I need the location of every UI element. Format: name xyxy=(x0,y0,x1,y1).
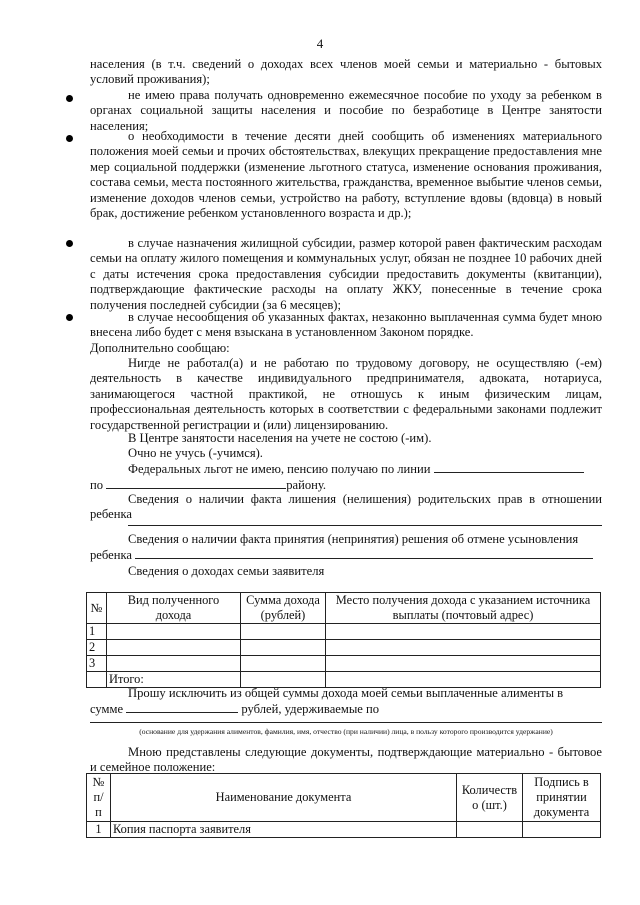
deprivation-line-field[interactable] xyxy=(128,525,602,526)
table-cell[interactable] xyxy=(241,656,326,672)
adoption-line-field[interactable] xyxy=(135,547,593,559)
adoption-statement: Сведения о наличии факта принятия (непринятия) решения об отмене усыновления ребенка xyxy=(90,532,602,564)
documents-intro: Мною представлены следующие документы, подтверждающие материально - бытовое и семейное положение: xyxy=(90,745,602,775)
alimony-amount-field[interactable] xyxy=(126,701,238,713)
table-cell[interactable] xyxy=(326,640,601,656)
income-header-type: Вид полученного дохода xyxy=(107,593,241,624)
bullet-item: в случае несообщения об указанных фактах, незаконно выплаченная сумма будет мною внесена либо будет с меня взыскана в установленном Законом порядке. xyxy=(90,310,602,340)
table-cell[interactable] xyxy=(107,656,241,672)
table-cell[interactable] xyxy=(457,822,523,838)
alimony-basis-field[interactable] xyxy=(90,722,602,723)
table-cell[interactable] xyxy=(107,640,241,656)
document-row-num: 1 xyxy=(87,822,111,838)
income-table xyxy=(86,592,601,688)
benefits-statement: Федеральных льгот не имею, пенсию получаю по линии по району. xyxy=(90,461,602,494)
bullet-item: о необходимости в течение десяти дней сообщить об изменениях материального положения моей семьи и прочих обстоятельствах, влекущих прекращение предоставления мне мер социальной поддержки (изменение льготного статуса, изменение основания проживания, состава семьи, места постоянного жительства, гражданства, временное выбытие членов семьи, изменение доходов членов семьи, устройство на работу, вступление вдовы (вдовца) в новый брак, достижение ребенком установленного возраста и др.); xyxy=(90,129,602,221)
income-header-source: Место получения дохода с указанием источника выплаты (почтовый адрес) xyxy=(326,593,601,624)
bullet-icon xyxy=(66,95,73,102)
document-row-name: Копия паспорта заявителя xyxy=(111,822,457,838)
pension-line-field[interactable] xyxy=(434,461,584,473)
income-title: Сведения о доходах семьи заявителя xyxy=(128,564,325,578)
table-cell[interactable] xyxy=(241,624,326,640)
additional-info-heading: Дополнительно сообщаю: xyxy=(90,341,230,355)
bullet-icon xyxy=(66,240,73,247)
alimony-note: (основание для удержания алиментов, фамилия, имя, отчество (при наличии) лица, в пользу которого производится удержание) xyxy=(139,727,553,736)
deprivation-statement: Сведения о наличии факта лишения (нелишения) родительских прав в отношении ребенка xyxy=(90,492,602,522)
income-total-label: Итого: xyxy=(107,672,241,688)
table-cell[interactable] xyxy=(107,624,241,640)
table-cell[interactable] xyxy=(326,656,601,672)
bullet-icon xyxy=(66,314,73,321)
documents-table xyxy=(86,773,601,838)
income-header-num: № xyxy=(87,593,107,624)
study-statement: Очно не учусь (-учимся). xyxy=(128,446,263,460)
page-number: 4 xyxy=(316,36,324,51)
documents-header-sign: Подпись в принятии документа xyxy=(523,774,601,822)
income-header-amount: Сумма дохода (рублей) xyxy=(241,593,326,624)
table-row: 2 xyxy=(87,640,107,656)
continuation-paragraph: населения (в т.ч. сведений о доходах всех членов моей семьи и материально - бытовых условий проживания); xyxy=(90,57,602,87)
alimony-statement: Прошу исключить из общей суммы дохода моей семьи выплаченные алименты в сумме рублей, удерживаемые по xyxy=(90,686,564,717)
bullet-item: не имею права получать одновременно ежемесячное пособие по уходу за ребенком в органах социальной защиты населения и пособие по безработице в Центре занятости населения; xyxy=(90,88,602,133)
employment-center-statement: В Центре занятости населения на учете не состою (-им). xyxy=(128,431,432,445)
table-cell[interactable] xyxy=(523,822,601,838)
documents-header-qty: Количеств о (шт.) xyxy=(457,774,523,822)
district-line-field[interactable] xyxy=(106,477,286,489)
bullet-item: в случае назначения жилищной субсидии, размер которой равен фактическим расходам семьи на оплату жилого помещения и коммунальных услуг, обязан не позднее 10 рабочих дней с даты истечения срока предоставления субсидии предоставить документы (квитанции), подтверждающие фактические расходы на оплату ЖКУ, понесенные в течение срока получения последней субсидии (за 6 месяцев); xyxy=(90,236,602,312)
documents-header-name: Наименование документа xyxy=(111,774,457,822)
table-row: 3 xyxy=(87,656,107,672)
documents-header-num: № п/ п xyxy=(87,774,111,822)
table-row: 1 xyxy=(87,624,107,640)
table-cell[interactable] xyxy=(241,640,326,656)
bullet-icon xyxy=(66,135,73,142)
work-statement: Нигде не работал(а) и не работаю по трудовому договору, не осуществляю (-ем) деятельность в качестве индивидуального предпринимателя, адвоката, нотариуса, занимающегося частной практикой, не отношусь к иным физическим лицам, профессиональная деятельность которых в соответствии с федеральными законами подлежит государственной регистрации и (или) лицензированию. xyxy=(90,356,602,432)
table-cell[interactable] xyxy=(326,624,601,640)
